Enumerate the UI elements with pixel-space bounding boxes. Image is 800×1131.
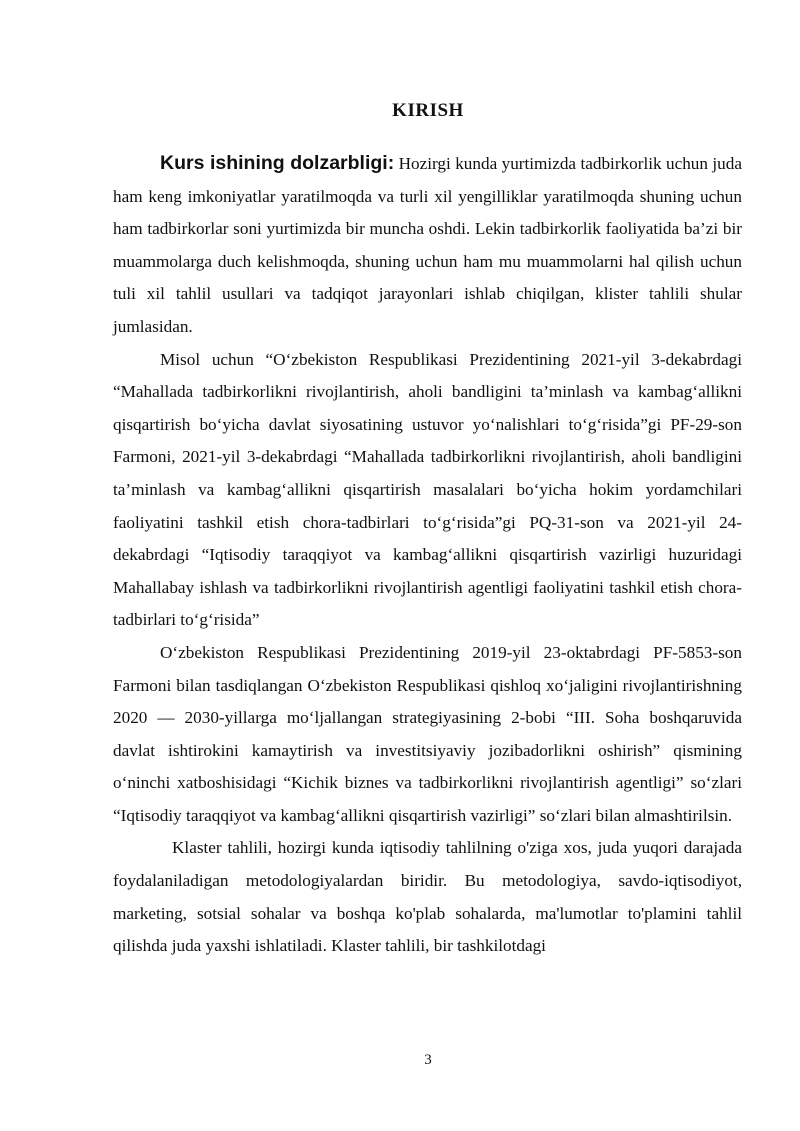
paragraph-strategy bbox=[113, 637, 742, 833]
paragraph-text: Hozirgi kunda yurtimizda tadbirkorlik uchun juda ham keng imkoniyatlar yaratilmoqda va turli xil yengilliklar yaratilmoqda shuning uchun ham tadbirkorlar soni yurtimizda bir muncha oshdi. Lekin tadbirkorlik faoliyatida ba’zi bir muammolarga duch kelishmoqda, shuning uchun ham mu muammolarni hal qilish uchun tuli xil tahlil usullari va tadqiqot jarayonlari ishlab chiqilgan, klister tahlili shular jumlasidan. bbox=[113, 154, 742, 336]
paragraph-text: Misol uchun “O‘zbekiston Respublikasi Prezidentining 2021-yil 3-dekabrdagi “Mahallada tadbirkorlikni rivojlantirish, aholi bandligini ta’minlash va kambag‘allikni qisqartirish bo‘yicha davlat siyosatining ustuvor yo‘nalishlari to‘g‘risida”gi PF-29-son Farmoni, 2021-yil 3-dekabrdagi “Mahallada tadbirkorlikni rivojlantirish, aholi bandligini ta’minlash va kambag‘allikni qisqartirish masalalari bo‘yicha hokim yordamchilari faoliyatini tashkil etish chora-tadbirlari to‘g‘risida”gi PQ-31-son va 2021-yil 24-dekabrdagi “Iqtisodiy taraqqiyot va kambag‘allikni qisqartirish vazirligi huzuridagi Mahallabay ishlash va tadbirkorlikni rivojlantirish agentligi faoliyatini tashkil etish chora-tadbirlari to‘g‘risida” bbox=[113, 349, 742, 630]
page-number: 3 bbox=[424, 1052, 432, 1068]
paragraph-relevance bbox=[113, 147, 742, 344]
paragraph-text: Klaster tahlili, hozirgi kunda iqtisodiy tahlilning o'ziga xos, juda yuqori darajada foydalaniladigan metodologiyalardan biridir. Bu metodologiya, savdo-iqtisodiyot, marketing, sotsial sohalar va boshqa ko'plab sohalarda, ma'lumotlar to'plamini tahlil qilishda juda yaxshi ishlatiladi. Klaster tahlili, bir tashkilotdagi bbox=[113, 838, 742, 956]
section-lead-heading: Kurs ishining dolzarbligi: bbox=[160, 152, 395, 174]
page-title: KIRISH bbox=[392, 100, 464, 121]
paragraph-decrees bbox=[113, 344, 742, 637]
document-body bbox=[113, 147, 742, 963]
paragraph-text: O‘zbekiston Respublikasi Prezidentining 2019-yil 23-oktabrdagi PF-5853-son Farmoni bilan tasdiqlangan O‘zbekiston Respublikasi qishloq xo‘jaligini rivojlantirishning 2020 — 2030-yillarga mo‘ljallangan strategiyasining 2-bobi “III. Soha boshqaruvida davlat ishtirokini kamaytirish va investitsiyaviy jozibadorlikni oshirish” qismining o‘ninchi xatboshisidagi “Kichik biznes va tadbirkorlikni rivojlantirish agentligi” so‘zlari “Iqtisodiy taraqqiyot va kambag‘allikni qisqartirish vazirligi” so‘zlari bilan almashtirilsin. bbox=[113, 642, 742, 825]
paragraph-cluster-analysis bbox=[113, 832, 742, 962]
